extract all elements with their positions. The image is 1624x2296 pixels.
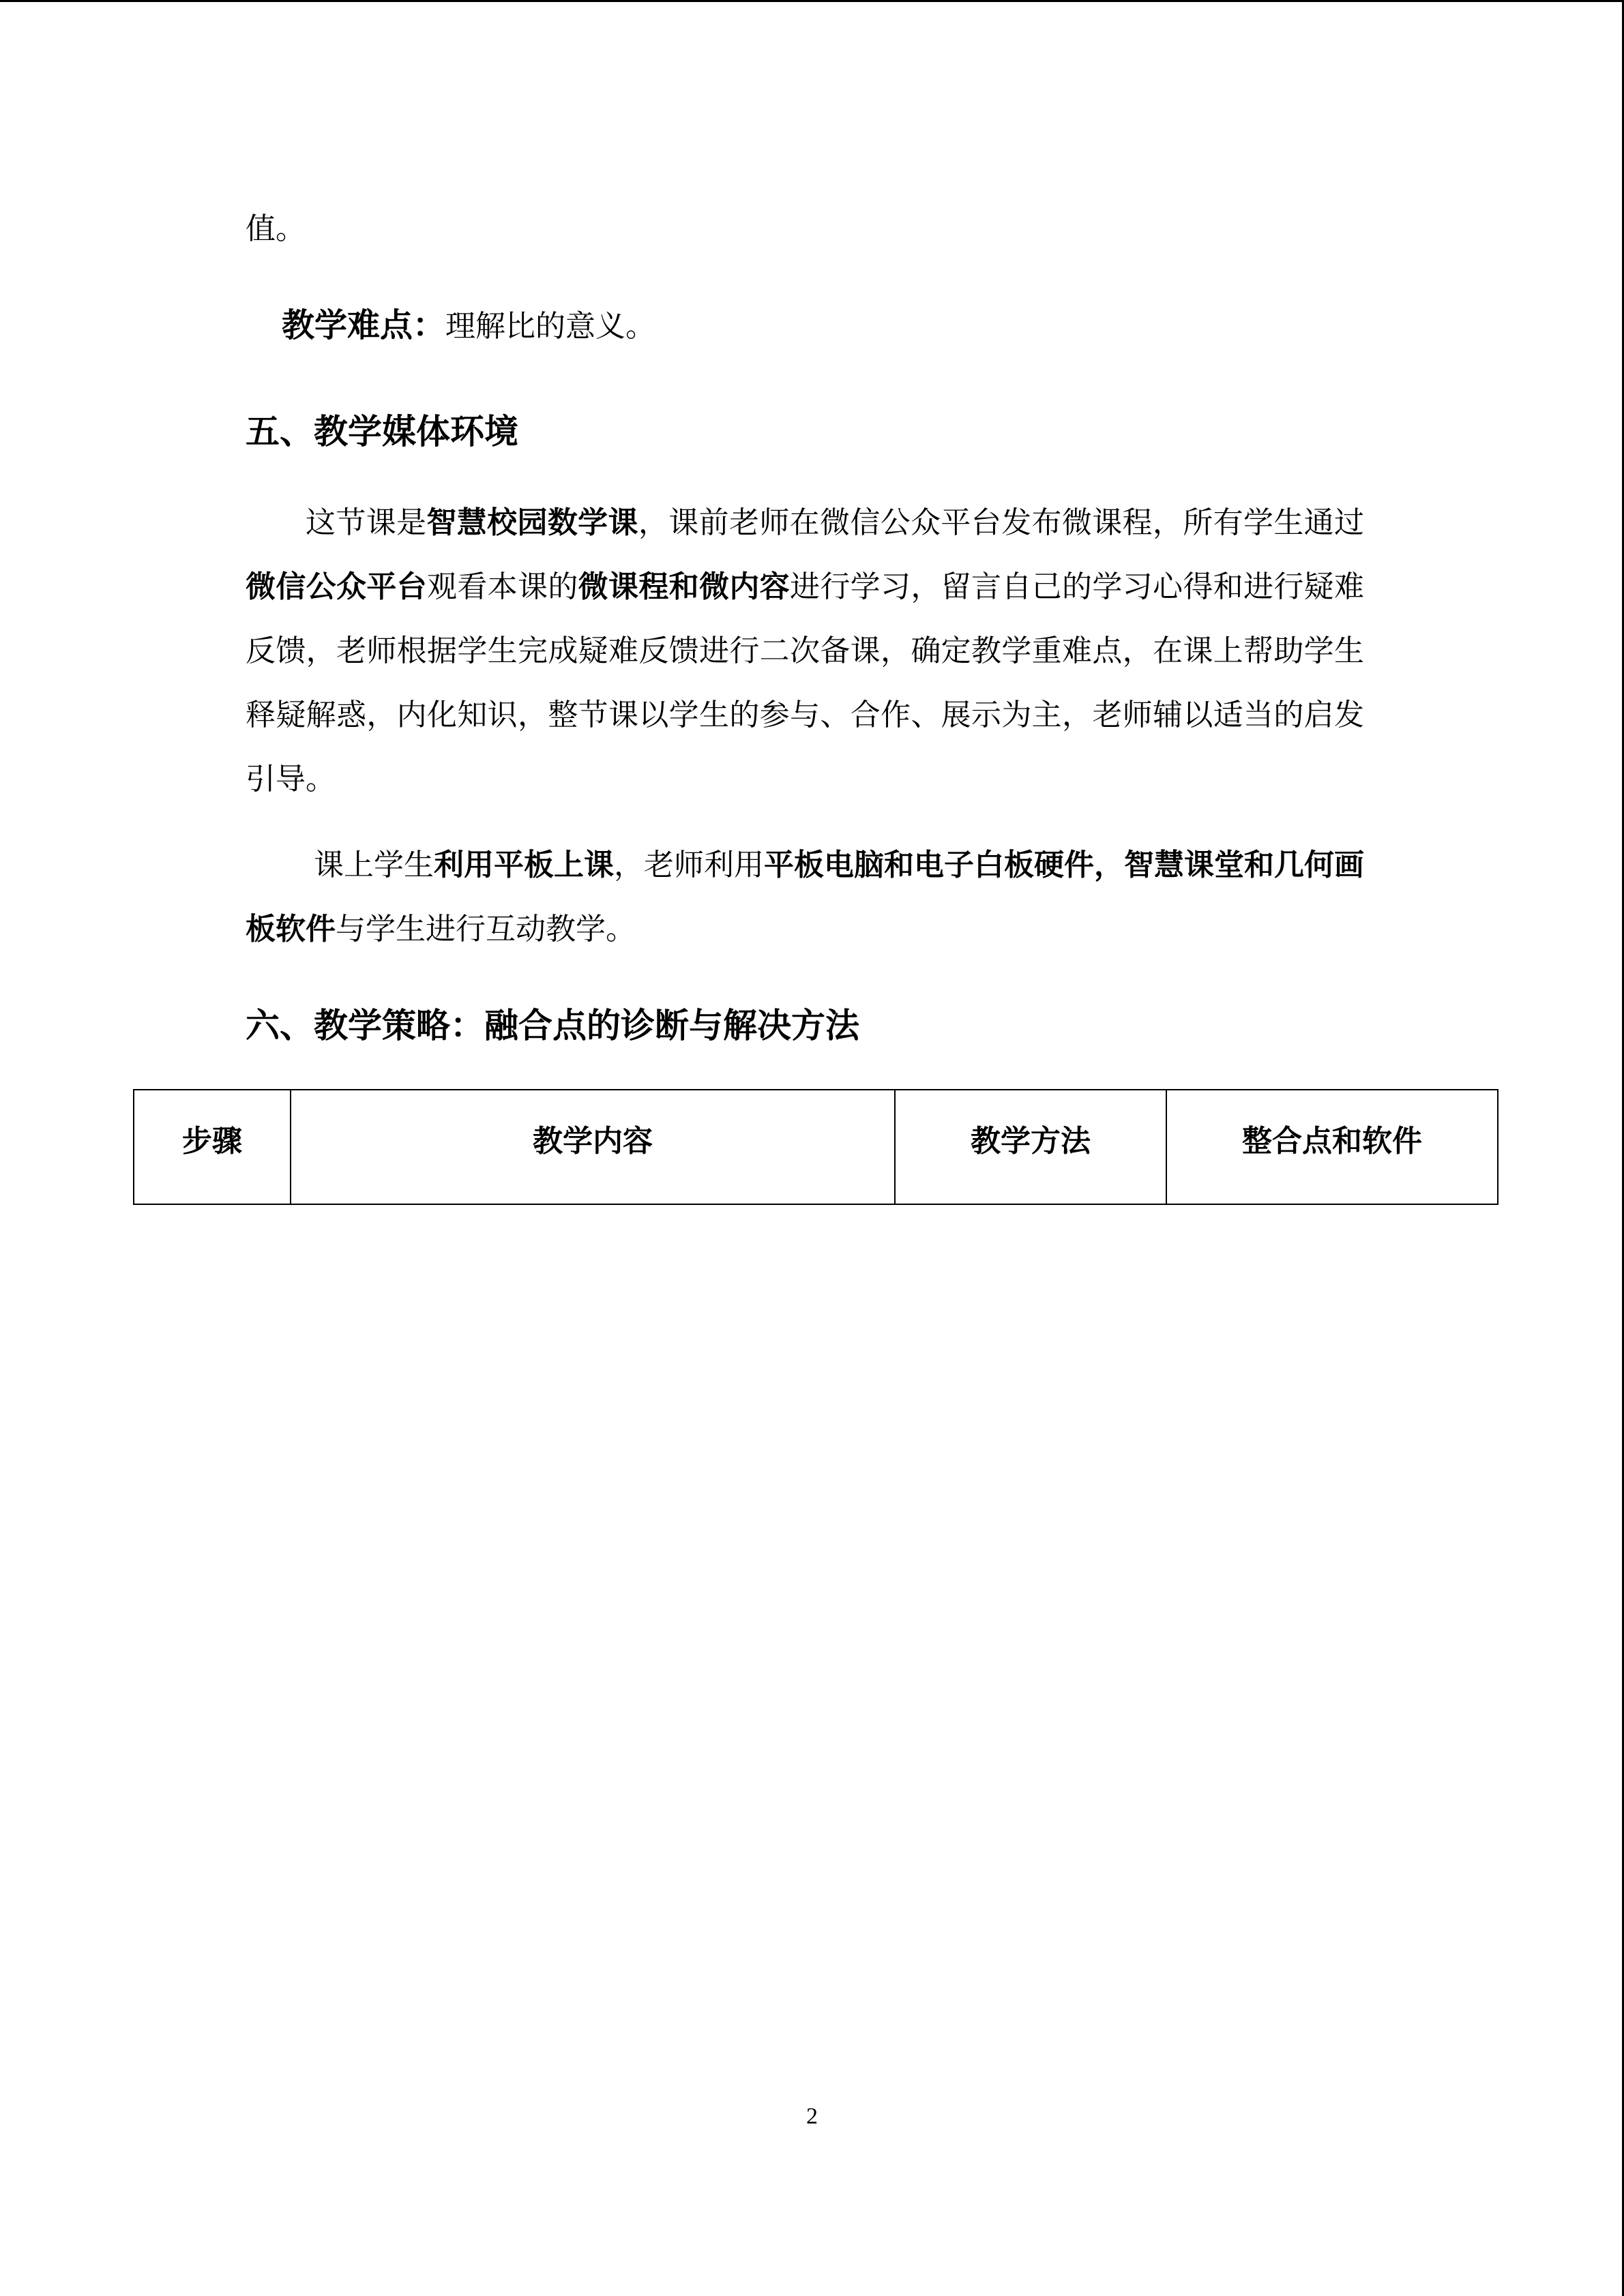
text-run-0: 课上学生 <box>314 848 434 882</box>
section-heading-media-environment: 五、教学媒体环境 <box>246 412 518 451</box>
section-heading-teaching-strategy: 六、教学策略：融合点的诊断与解决方法 <box>246 1006 859 1045</box>
continuation-text: 值。 <box>246 211 306 246</box>
table-header-step: 步骤 <box>134 1090 291 1204</box>
teaching-difficulty-label: 教学难点： <box>282 306 446 344</box>
text-run-2: ，课前老师在微信公众平台发布微课程，所有学生通过 <box>638 505 1365 540</box>
emphasis-run-1: 利用平板上课 <box>434 848 614 882</box>
table-header-row <box>134 1090 1498 1204</box>
strategy-table <box>133 1089 1497 1205</box>
text-run-4: 观看本课的 <box>427 569 578 604</box>
text-run-6: 进行学习，留言自己的学习心得和进行疑难反馈，老师根据学生完成疑难反馈进行二次备课，确定教学重难点，在课上帮助学生释疑解惑，内化知识，整节课以学生的参与、合作、展示为主，老师辅以适当的启发引导。 <box>246 569 1365 796</box>
text-run-4: 与学生进行互动教学。 <box>336 912 636 946</box>
page-number: 2 <box>806 2104 818 2129</box>
text-run-2: ，老师利用 <box>614 848 764 882</box>
emphasis-run-3: 微信公众平台 <box>246 569 427 604</box>
emphasis-run-5: 微课程和微内容 <box>578 569 791 604</box>
paragraph-media-environment-2 <box>246 833 1364 961</box>
paragraph-media-environment-1 <box>246 491 1364 811</box>
table-header-content: 教学内容 <box>291 1090 895 1204</box>
emphasis-run-3: 平板电脑和电子白板硬件，智慧课堂和几何画板软件 <box>246 848 1364 946</box>
teaching-difficulty-text: 理解比的意义。 <box>445 309 656 344</box>
table-header-method: 教学方法 <box>895 1090 1166 1204</box>
table-header-integration: 整合点和软件 <box>1166 1090 1498 1204</box>
top-border-line <box>0 0 1624 2</box>
text-run-0: 这节课是 <box>306 505 427 540</box>
emphasis-run-1: 智慧校园数学课 <box>426 505 638 540</box>
teaching-difficulty <box>282 294 655 358</box>
